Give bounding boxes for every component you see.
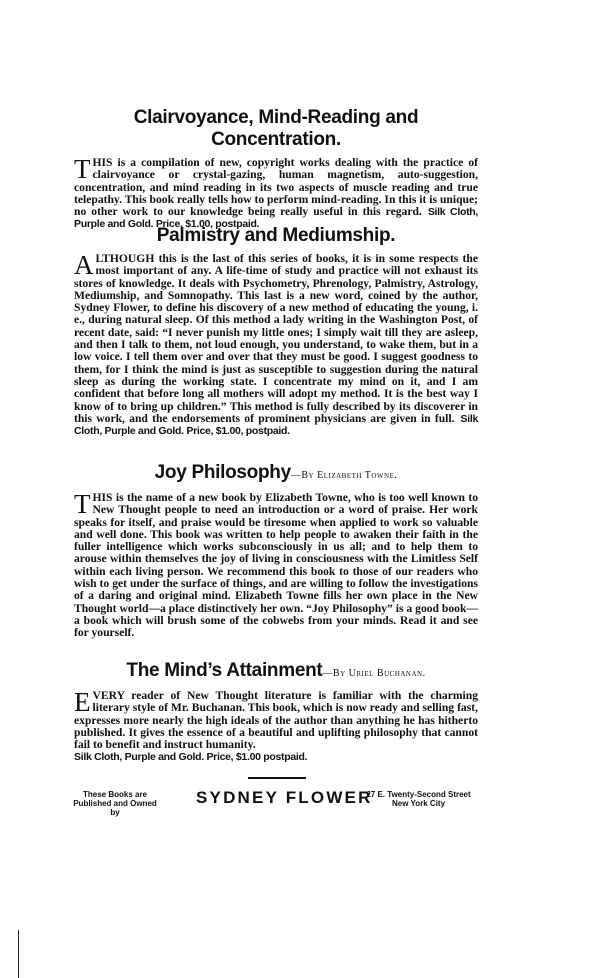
section-palmistry [74, 225, 478, 437]
footer-publisher-name: SYDNEY FLOWER [196, 788, 373, 807]
section-title: Clairvoyance, Mind-Reading and Concentration. [133, 107, 419, 150]
section-title: The Mind’s Attainment—By Uriel Buchanan. [126, 660, 426, 681]
section-body: ALTHOUGH this is the last of this series of books, it is in some respects the most important of any. A life-time of study and practice will not exhaust its stores of knowledge. It deals with Psychometry, Phrenology, Palmistry, Astrology, Mediumship, and Somnopathy. This last is a new word, coined by the author, Sydney Flower, to define his discovery of a new method of educating the young, i. e., during natural sleep. Of this method a lady writing in the Washington Post, of recent date, said: “I never punish my little ones; I simply wait till they are asleep, and then I talk to them, not loud enough, you understand, to wake them, but in a low voice. I tell them over and over that they must be good. I suggest goodness to them, for I think the mind is just as susceptible to suggestion during the natural sleep as during the working state. I concentrate my mind on it, and I am confident that before long all mothers will adopt my method. It is the best way I know of to bring up children.” This method is fully described by its discoverer in this work, and the endorsements of prominent physicians are given in full. Silk Cloth, Purple and Gold. Price, $1.00, postpaid. [74, 250, 478, 438]
section-joy-philosophy [74, 462, 478, 640]
address-line: New York City [391, 799, 446, 808]
section-title: Joy Philosophy—By Elizabeth Towne. [154, 462, 398, 483]
section-clairvoyance [74, 107, 478, 231]
section-byline: —By Uriel Buchanan. [322, 668, 426, 679]
section-byline: —By Elizabeth Towne. [290, 470, 398, 481]
price-line: Silk Cloth, Purple and Gold. Price, $1.00 postpaid. [74, 751, 308, 764]
scan-edge-line [18, 930, 19, 978]
section-body: THIS is the name of a new book by Elizabeth Towne, who is too well known to New Thought people to need an introduction or a word of praise. Her work speaks for itself, and praise would be tiresome when applied to work so valuable and well done. This book was written to help people to awaken their faith in the fuller intelligence which works subconsciously in us all; and to help them to arouse within themselves the joy of living in consciousness with the Limitless Self within each living person. We recommend this book to those of our readers who wish to get under the surface of things, and are willing to follow the investigations of a daring and original mind. Elizabeth Towne fills her own place in the New Thought world—a place distinctively her own. “Joy Philosophy” is a good book—a book which will brush some of the cobwebs from your minds. Read it and see for yourself. [74, 489, 478, 640]
address-line: 27 E. Twenty-Second Street [366, 790, 471, 799]
price-line: Silk Cloth, Purple and Gold. Price, $1.00, postpaid. [74, 206, 478, 231]
footer-address [356, 790, 481, 808]
section-body: EVERY reader of New Thought literature is familiar with the charming literary style of Mr. Buchanan. This book, which is now ready and selling fast, expresses more nearly the high ideals of the author than anything he has hitherto published. It gives the essence of a beautiful and uplifting philosophy that cannot fail to benefit and instruct humanity. Silk Cloth, Purple and Gold. Price, $1.00 postpaid. [74, 687, 478, 764]
section-minds-attainment [74, 660, 478, 764]
section-body: THIS is a compilation of new, copyright works dealing with the practice of clairvoyance or crystal-gazing, human magnetism, auto-suggestion, concentration, and mind reading in its two aspects of muscle reading and true telepathy. This book really tells how to perform mind-reading. In this it is unique; no other work to our knowledge being really useful in this regard. Silk Cloth, Purple and Gold. Price, $1.00, postpaid. [74, 154, 478, 231]
section-title: Palmistry and Mediumship. [156, 225, 396, 246]
divider-rule [248, 777, 306, 779]
price-line: Silk Cloth, Purple and Gold. Price, $1.00, postpaid. [74, 412, 478, 438]
footer-published-by: These Books are Published and Owned by [73, 790, 157, 817]
